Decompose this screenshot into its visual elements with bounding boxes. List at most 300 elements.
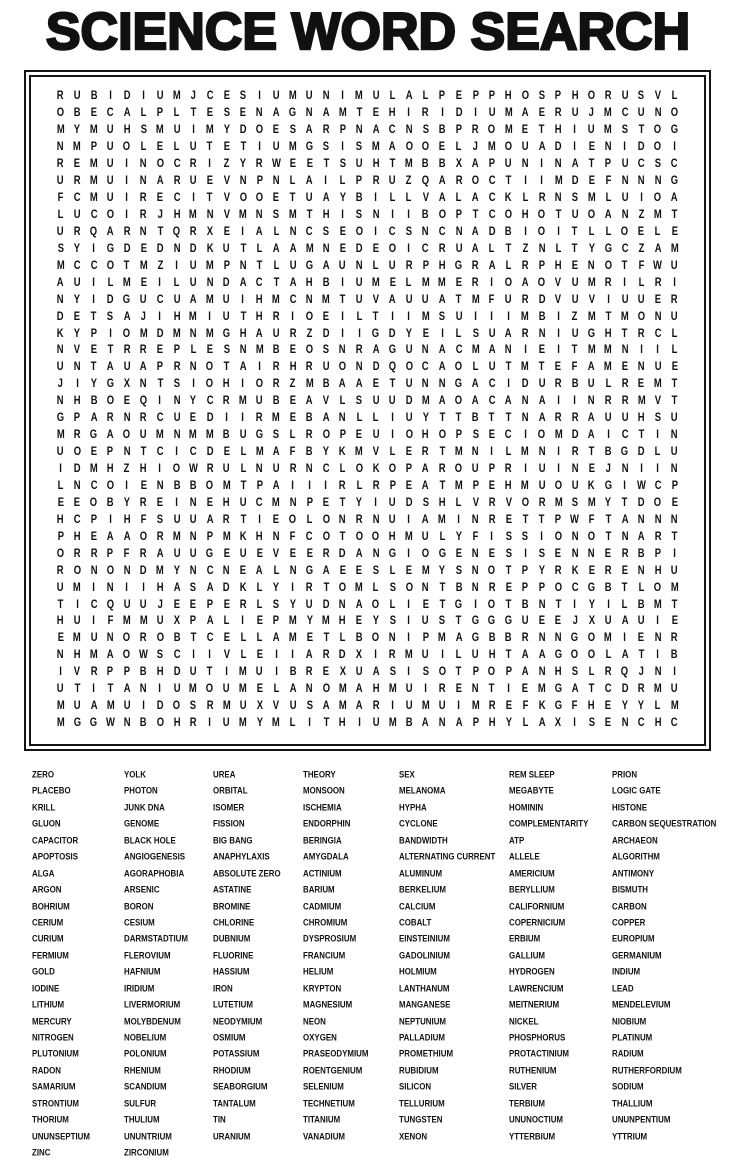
grid-letter: N xyxy=(272,530,280,544)
grid-letter: U xyxy=(173,547,181,561)
grid-letter: I xyxy=(158,462,162,476)
grid-letter: S xyxy=(107,310,114,324)
grid-letter: I xyxy=(407,597,411,611)
grid-letter: G xyxy=(305,140,314,154)
grid-letter: I xyxy=(341,89,344,103)
grid-letter: M xyxy=(239,208,247,222)
word-item: BLACK HOLE xyxy=(124,834,176,846)
grid-letter: H xyxy=(505,89,512,103)
grid-letter: A xyxy=(189,293,197,307)
grid-letter: R xyxy=(571,411,579,425)
grid-letter: A xyxy=(604,208,612,222)
grid-letter: U xyxy=(223,310,230,324)
grid-letter: P xyxy=(156,360,164,374)
grid-letter: M xyxy=(355,445,364,459)
grid-letter: R xyxy=(272,360,280,374)
word-item: RADON xyxy=(32,1064,61,1076)
word-item: SODIUM xyxy=(612,1080,644,1092)
grid-letter: Z xyxy=(522,242,529,256)
grid-letter: M xyxy=(239,682,247,696)
grid-letter: M xyxy=(139,326,148,340)
grid-letter: H xyxy=(156,665,164,679)
grid-letter: A xyxy=(438,394,446,408)
word-item: HELIUM xyxy=(303,965,334,977)
grid-letter: M xyxy=(89,462,98,476)
word-item: KRYPTON xyxy=(303,982,342,994)
grid-letter: N xyxy=(355,360,363,374)
grid-letter: I xyxy=(308,479,311,493)
grid-letter: W xyxy=(188,462,198,476)
grid-letter: A xyxy=(388,293,396,307)
grid-letter: A xyxy=(289,276,297,290)
grid-letter: E xyxy=(555,360,562,374)
grid-letter: Q xyxy=(621,665,629,679)
grid-letter: L xyxy=(57,479,64,493)
grid-letter: Y xyxy=(73,123,81,137)
grid-letter: I xyxy=(374,225,378,239)
grid-letter: U xyxy=(505,293,512,307)
grid-letter: I xyxy=(241,377,245,391)
grid-letter: F xyxy=(605,174,611,188)
word-item: ABSOLUTE ZERO xyxy=(213,867,281,879)
grid-letter: T xyxy=(107,682,114,696)
word-item: PLUTONIUM xyxy=(32,1047,79,1059)
grid-letter: L xyxy=(671,89,678,103)
grid-letter: C xyxy=(671,157,678,171)
grid-letter: P xyxy=(223,259,230,273)
grid-letter: R xyxy=(256,157,264,171)
grid-letter: E xyxy=(140,276,147,290)
letter-grid xyxy=(52,89,683,733)
word-item: TERBIUM xyxy=(509,1097,546,1109)
grid-letter: A xyxy=(156,547,164,561)
word-item: ALUMINUM xyxy=(399,867,443,879)
grid-letter: T xyxy=(206,191,213,205)
grid-letter: D xyxy=(339,648,347,662)
grid-letter: N xyxy=(239,259,247,273)
grid-letter: S xyxy=(273,208,280,222)
word-item: ALTERNATING CURRENT xyxy=(399,850,496,862)
grid-letter: V xyxy=(505,496,512,510)
grid-letter: U xyxy=(256,665,264,679)
grid-letter: E xyxy=(339,242,346,256)
grid-letter: E xyxy=(604,699,612,713)
grid-letter: M xyxy=(189,208,198,222)
grid-letter: I xyxy=(474,106,477,120)
grid-letter: M xyxy=(637,394,646,408)
grid-letter: D xyxy=(571,428,579,442)
word-item: GOLD xyxy=(32,965,55,977)
grid-letter: P xyxy=(57,530,64,544)
grid-letter: G xyxy=(554,699,562,713)
grid-letter: Y xyxy=(604,496,612,510)
grid-letter: U xyxy=(140,597,147,611)
grid-letter: N xyxy=(306,682,313,696)
grid-letter: P xyxy=(521,564,529,578)
grid-letter: D xyxy=(206,411,214,425)
grid-letter: M xyxy=(587,191,596,205)
word-column xyxy=(124,766,213,1161)
grid-letter: L xyxy=(655,225,661,239)
grid-letter: U xyxy=(388,496,396,510)
grid-letter: O xyxy=(322,513,330,527)
grid-letter: P xyxy=(190,614,197,628)
grid-letter: S xyxy=(356,394,363,408)
grid-letter: M xyxy=(172,89,181,103)
grid-letter: G xyxy=(106,377,114,391)
grid-letter: M xyxy=(106,699,115,713)
grid-letter: H xyxy=(488,648,496,662)
grid-letter: E xyxy=(289,547,296,561)
grid-letter: U xyxy=(189,665,197,679)
word-item: UNUNPENTIUM xyxy=(612,1113,671,1125)
grid-letter: T xyxy=(240,310,246,324)
grid-letter: U xyxy=(671,411,678,425)
grid-letter: A xyxy=(521,665,529,679)
word-item: HASSIUM xyxy=(213,965,250,977)
grid-letter: L xyxy=(256,597,263,611)
grid-letter: H xyxy=(223,377,230,391)
grid-letter: T xyxy=(555,208,562,222)
grid-letter: M xyxy=(405,530,413,544)
grid-letter: E xyxy=(422,597,429,611)
grid-letter: N xyxy=(554,631,562,645)
word-item: CARBON xyxy=(612,899,647,911)
grid-letter: P xyxy=(107,547,114,561)
grid-letter: I xyxy=(225,665,228,679)
grid-letter: N xyxy=(521,157,529,171)
grid-letter: M xyxy=(288,614,297,628)
grid-letter: E xyxy=(588,174,595,188)
grid-letter: B xyxy=(471,411,479,425)
grid-letter: D xyxy=(73,462,81,476)
grid-letter: E xyxy=(488,428,496,442)
grid-letter: U xyxy=(355,293,363,307)
grid-letter: Z xyxy=(289,377,296,391)
grid-letter: R xyxy=(289,462,297,476)
grid-letter: N xyxy=(322,89,330,103)
grid-letter: U xyxy=(223,242,230,256)
grid-letter: M xyxy=(56,699,65,713)
grid-letter: I xyxy=(673,665,676,679)
grid-letter: O xyxy=(438,208,446,222)
word-item: KRILL xyxy=(32,801,56,813)
grid-letter: D xyxy=(123,242,131,256)
word-item: ISOMER xyxy=(213,801,245,813)
grid-letter: U xyxy=(422,530,429,544)
grid-letter: M xyxy=(604,123,613,137)
grid-letter: C xyxy=(306,530,313,544)
grid-letter: R xyxy=(604,394,612,408)
grid-letter: T xyxy=(455,665,462,679)
grid-letter: N xyxy=(90,564,98,578)
grid-letter: T xyxy=(157,377,163,391)
grid-letter: E xyxy=(273,191,280,205)
grid-letter: N xyxy=(621,174,629,188)
grid-letter: G xyxy=(305,259,314,273)
grid-letter: A xyxy=(123,682,131,696)
grid-letter: C xyxy=(455,343,463,357)
grid-letter: H xyxy=(57,614,64,628)
grid-letter: L xyxy=(455,326,462,340)
grid-letter: O xyxy=(538,276,546,290)
grid-letter: L xyxy=(240,445,246,459)
grid-letter: U xyxy=(637,614,645,628)
word-item: HYPHA xyxy=(399,801,427,813)
grid-letter: A xyxy=(206,581,214,595)
grid-letter: M xyxy=(604,106,613,120)
grid-letter: N xyxy=(223,564,230,578)
grid-letter: I xyxy=(142,699,145,713)
grid-letter: I xyxy=(523,174,527,188)
grid-letter: R xyxy=(637,326,645,340)
grid-letter: I xyxy=(523,428,527,442)
grid-letter: F xyxy=(638,259,645,273)
grid-letter: W xyxy=(636,479,646,493)
grid-letter: U xyxy=(388,394,396,408)
grid-letter: E xyxy=(206,343,213,357)
grid-letter: U xyxy=(637,106,645,120)
grid-letter: N xyxy=(140,225,147,239)
grid-letter: S xyxy=(140,123,147,137)
grid-letter: I xyxy=(656,462,660,476)
grid-letter: M xyxy=(156,123,165,137)
word-item: TANTALUM xyxy=(213,1097,256,1109)
word-column xyxy=(399,766,509,1144)
grid-letter: R xyxy=(306,665,313,679)
grid-letter: N xyxy=(106,631,114,645)
grid-letter: C xyxy=(604,682,612,696)
grid-letter: M xyxy=(172,326,181,340)
grid-letter: G xyxy=(106,242,114,256)
grid-letter: R xyxy=(173,360,181,374)
grid-letter: M xyxy=(239,665,247,679)
grid-letter: P xyxy=(654,547,662,561)
grid-letter: U xyxy=(223,682,230,696)
grid-letter: H xyxy=(654,716,662,730)
grid-letter: H xyxy=(322,208,330,222)
grid-letter: A xyxy=(571,157,579,171)
grid-letter: C xyxy=(90,597,98,611)
grid-letter: U xyxy=(654,360,662,374)
grid-letter: M xyxy=(73,140,82,154)
grid-letter: E xyxy=(322,496,330,510)
grid-letter: G xyxy=(206,547,214,561)
grid-letter: R xyxy=(123,343,131,357)
grid-letter: A xyxy=(471,191,479,205)
grid-letter: N xyxy=(289,225,297,239)
grid-letter: B xyxy=(173,631,181,645)
grid-letter: I xyxy=(523,462,527,476)
grid-letter: B xyxy=(173,479,181,493)
word-item: DARMSTADTIUM xyxy=(124,932,188,944)
grid-letter: I xyxy=(557,445,560,459)
grid-letter: M xyxy=(338,106,347,120)
grid-letter: A xyxy=(438,343,446,357)
grid-letter: R xyxy=(471,259,479,273)
grid-letter: U xyxy=(488,360,496,374)
grid-letter: E xyxy=(405,445,413,459)
grid-letter: L xyxy=(289,716,296,730)
grid-letter: P xyxy=(455,208,462,222)
grid-letter: G xyxy=(587,581,596,595)
grid-letter: Q xyxy=(172,225,181,239)
grid-letter: R xyxy=(256,411,264,425)
grid-letter: E xyxy=(455,89,462,103)
grid-letter: T xyxy=(588,445,595,459)
grid-letter: E xyxy=(671,496,678,510)
grid-letter: S xyxy=(571,496,579,510)
grid-letter: M xyxy=(388,682,397,696)
grid-letter: L xyxy=(588,225,595,239)
grid-letter: F xyxy=(489,293,495,307)
grid-letter: M xyxy=(205,428,214,442)
grid-letter: I xyxy=(241,225,245,239)
word-item: FLUORINE xyxy=(213,949,254,961)
grid-letter: O xyxy=(156,157,164,171)
grid-letter: K xyxy=(538,699,546,713)
grid-letter: P xyxy=(538,259,545,273)
grid-letter: P xyxy=(90,326,97,340)
grid-letter: I xyxy=(291,648,295,662)
word-item: MENDELEVIUM xyxy=(612,998,671,1010)
grid-letter: L xyxy=(605,225,611,239)
grid-letter: A xyxy=(621,614,629,628)
grid-letter: N xyxy=(422,343,429,357)
grid-letter: R xyxy=(355,343,363,357)
grid-letter: S xyxy=(654,411,662,425)
grid-letter: L xyxy=(173,106,180,120)
grid-letter: N xyxy=(173,428,181,442)
grid-letter: M xyxy=(371,276,380,290)
grid-letter: O xyxy=(123,326,131,340)
grid-letter: E xyxy=(223,597,230,611)
grid-letter: A xyxy=(422,462,429,476)
grid-letter: O xyxy=(338,360,347,374)
grid-letter: Q xyxy=(90,225,98,239)
grid-letter: S xyxy=(322,225,330,239)
word-item: ANAPHYLAXIS xyxy=(213,850,270,862)
grid-letter: Y xyxy=(621,699,628,713)
grid-letter: M xyxy=(122,276,131,290)
grid-letter: L xyxy=(372,259,379,273)
word-item: AGORAPHOBIA xyxy=(124,867,185,879)
grid-letter: M xyxy=(89,648,98,662)
grid-letter: N xyxy=(189,496,197,510)
grid-letter: G xyxy=(604,479,612,493)
grid-letter: N xyxy=(272,174,280,188)
grid-letter: B xyxy=(505,631,512,645)
grid-letter: C xyxy=(654,479,662,493)
grid-letter: A xyxy=(438,174,446,188)
grid-letter: H xyxy=(438,259,446,273)
word-item: BOHRIUM xyxy=(32,899,70,911)
grid-letter: O xyxy=(554,581,562,595)
grid-letter: H xyxy=(73,648,81,662)
grid-letter: O xyxy=(554,530,562,544)
grid-letter: N xyxy=(455,225,463,239)
grid-letter: N xyxy=(471,682,479,696)
grid-letter: N xyxy=(621,716,629,730)
grid-letter: H xyxy=(339,716,347,730)
grid-letter: M xyxy=(288,208,297,222)
grid-letter: R xyxy=(637,682,645,696)
grid-letter: G xyxy=(388,547,397,561)
word-item: THALLIUM xyxy=(612,1097,653,1109)
grid-letter: Y xyxy=(289,597,296,611)
grid-letter: E xyxy=(455,547,462,561)
grid-letter: N xyxy=(405,123,413,137)
word-item: PRASEODYMIUM xyxy=(303,1047,369,1059)
word-item: APOPTOSIS xyxy=(32,850,78,862)
grid-letter: R xyxy=(322,648,330,662)
grid-letter: O xyxy=(587,89,596,103)
grid-letter: D xyxy=(239,123,247,137)
grid-letter: O xyxy=(571,648,579,662)
grid-letter: B xyxy=(604,445,612,459)
word-item: CURIUM xyxy=(32,932,64,944)
word-item: SILVER xyxy=(509,1080,537,1092)
grid-letter: N xyxy=(654,631,662,645)
grid-letter: H xyxy=(123,513,131,527)
grid-letter: N xyxy=(57,343,64,357)
grid-letter: F xyxy=(572,360,578,374)
grid-letter: M xyxy=(471,343,480,357)
grid-letter: M xyxy=(205,259,214,273)
grid-letter: E xyxy=(73,157,81,171)
grid-letter: N xyxy=(322,242,330,256)
grid-letter: I xyxy=(523,343,527,357)
word-item: THORIUM xyxy=(32,1113,69,1125)
grid-letter: L xyxy=(455,648,462,662)
grid-letter: N xyxy=(189,530,197,544)
grid-letter: N xyxy=(140,377,147,391)
grid-letter: M xyxy=(272,716,281,730)
grid-letter: E xyxy=(521,682,529,696)
grid-letter: U xyxy=(471,648,479,662)
grid-letter: E xyxy=(654,293,662,307)
word-item: TITANIUM xyxy=(303,1113,341,1125)
word-item: INDIUM xyxy=(612,965,641,977)
word-item: ATP xyxy=(509,834,525,846)
grid-letter: T xyxy=(671,597,678,611)
grid-letter: M xyxy=(587,276,596,290)
grid-letter: V xyxy=(223,191,230,205)
grid-letter: O xyxy=(106,208,114,222)
grid-letter: R xyxy=(422,445,429,459)
grid-letter: I xyxy=(557,394,560,408)
grid-letter: M xyxy=(521,310,530,324)
grid-letter: E xyxy=(239,564,247,578)
grid-letter: R xyxy=(388,648,396,662)
grid-letter: R xyxy=(73,174,81,188)
grid-letter: U xyxy=(123,597,131,611)
grid-letter: N xyxy=(57,394,64,408)
grid-letter: A xyxy=(272,479,280,493)
grid-letter: I xyxy=(440,106,444,120)
puzzle-grid-inner-border xyxy=(29,75,706,746)
grid-letter: X xyxy=(256,699,263,713)
grid-letter: U xyxy=(57,225,64,239)
grid-letter: H xyxy=(223,496,230,510)
grid-letter: C xyxy=(206,564,214,578)
grid-letter: U xyxy=(289,699,297,713)
grid-letter: R xyxy=(554,564,562,578)
grid-letter: O xyxy=(488,564,496,578)
grid-letter: I xyxy=(291,310,295,324)
grid-letter: U xyxy=(621,89,629,103)
grid-letter: D xyxy=(223,276,230,290)
